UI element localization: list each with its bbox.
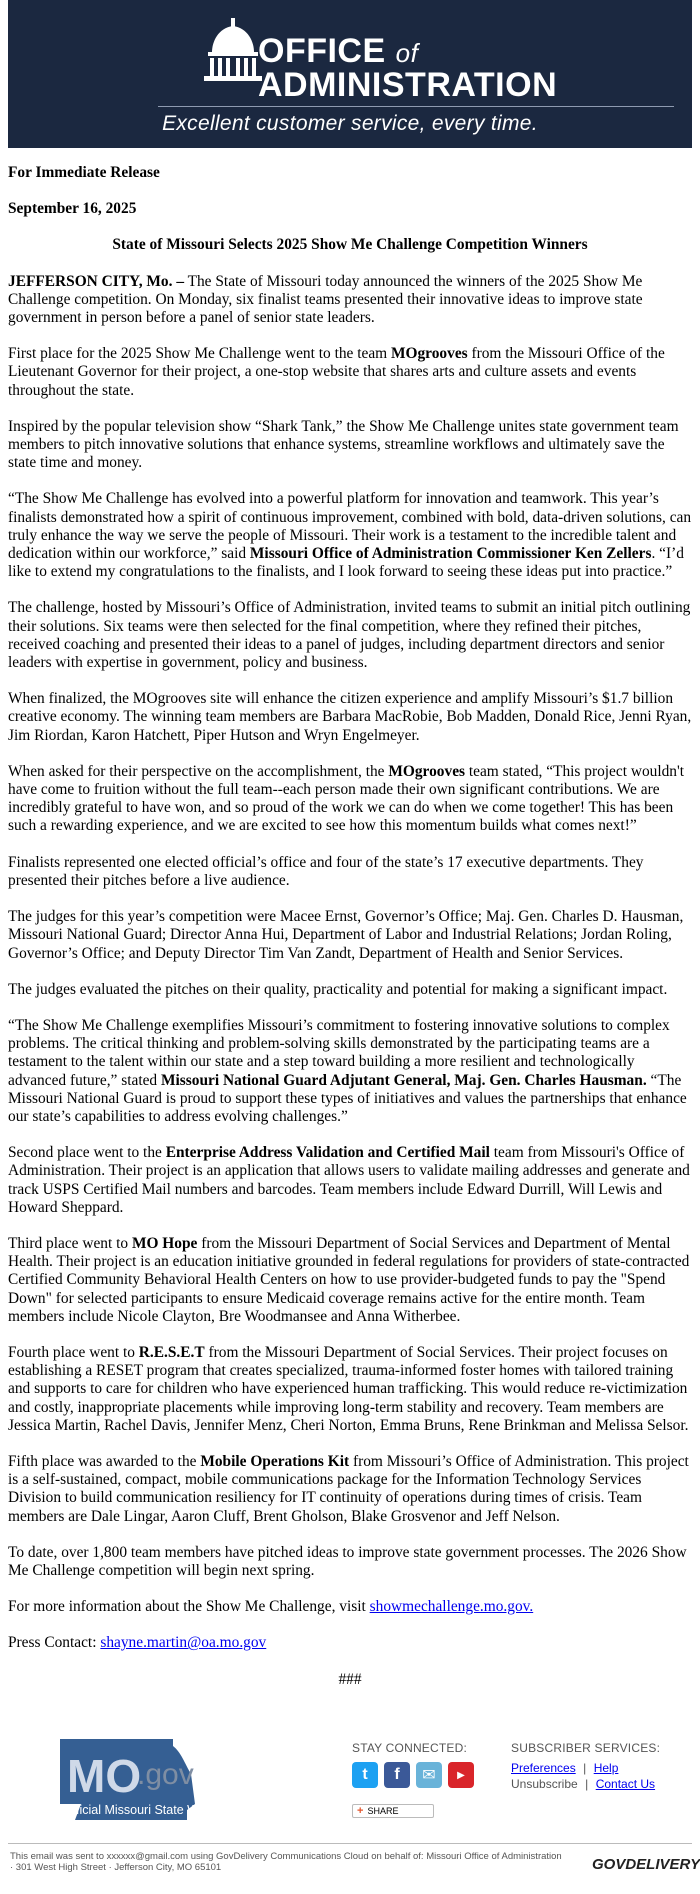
paragraph: Fourth place went to R.E.S.E.T from the Missouri Department of Social Services. Their project focuses on establishing a RESET program that creates specialized, trauma-informed foster homes with tailored training and supports to care for children who have experienced human trafficking. This would reduce re-victimization and costly, inappropriate placements while improving long-term stability and recovery. Team members are Jessica Martin, Rachel Davis, Jennifer Menz, Cheri Norton, Emma Bruns, Rene Brinkman and Melissa Selsor. [8, 1343, 689, 1434]
paragraph: The judges evaluated the pitches on their quality, practicality and potential for making a significant impact. [8, 980, 668, 998]
logo-mo-text: MO [67, 1750, 142, 1802]
paragraph: Third place went to MO Hope from the Missouri Department of Social Services and Department of Mental Health. Their project is an education initiative grounded in federal regulations for providers of state-contracted Certified Community Behavioral Health Centers on how to use provider-budgeted funds to pay the "Spend Down" for selected participants to ensure Medicaid coverage remains active for the entire month. Team members include Nicole Clayton, Bre Woodmansee and Anna Witherbee. [8, 1234, 690, 1325]
share-button[interactable] [352, 1804, 434, 1818]
showmechallenge-link[interactable]: showmechallenge.mo.gov. [369, 1598, 534, 1616]
paragraph: “The Show Me Challenge has evolved into a powerful platform for innovation and teamwork. This year’s finalists demonstrated how a spirit of continuous improvement, combined with bold, data-driven solutions, can truly enhance the way we serve the people of Missouri. Their work is a testament to the incredible talent and dedication within our workforce,” said Missouri Office of Administration Commissioner Ken Zellers. “I’d like to extend my congratulations to the finalists, and I look forward to seeing these ideas put into practice.” [8, 490, 692, 581]
paragraph: Inspired by the popular television show “Shark Tank,” the Show Me Challenge unites state government team members to pitch innovative solutions that enhance systems, streamline workflows and ultimately save the state time and money. [8, 417, 679, 472]
administration-title: ADMINISTRATION [258, 66, 558, 104]
facebook-icon[interactable]: f [384, 1762, 410, 1788]
youtube-icon[interactable]: ▶ [448, 1762, 474, 1788]
press-release-body [8, 164, 692, 1707]
preferences-link[interactable]: Preferences [511, 1761, 576, 1775]
office-title: OFFICE of [258, 32, 419, 70]
paragraph: To date, over 1,800 team members have pitched ideas to improve state government processes. The 2026 Show Me Challenge competition will begin next spring. [8, 1543, 687, 1579]
share-label: SHARE [367, 1806, 399, 1816]
paragraph: The judges for this year’s competition were Macee Ernst, Governor’s Office; Maj. Gen. Charles D. Hausman, Missouri National Guard; Director Anna Hui, Department of Labor and Industrial Relations; Jordan Roling, Governor’s Office; and Deputy Director Tim Van Zandt, Department of Health and Senior Services. [8, 908, 684, 962]
contact-us-link[interactable]: Contact Us [595, 1777, 656, 1791]
govdelivery-logo[interactable]: GOVDELIVERY [592, 1856, 700, 1873]
stay-connected-label: STAY CONNECTED: [352, 1741, 468, 1755]
subscriber-links: Preferences | Help Unsubscribe | Contact Us [511, 1761, 656, 1791]
twitter-icon[interactable]: t [352, 1762, 378, 1788]
mo-gov-logo[interactable] [55, 1734, 275, 1824]
social-icons [352, 1762, 474, 1788]
press-contact-email-link[interactable]: shayne.martin@oa.mo.gov [100, 1634, 267, 1652]
paragraph: For more information about the Show Me Challenge, visit showmechallenge.mo.gov. [8, 1598, 534, 1616]
paragraph: JEFFERSON CITY, Mo. – The State of Missouri today announced the winners of the 2025 Show Me Challenge competition. On Monday, six finalist teams presented their innovative ideas to improve state government in person before a panel of senior state leaders. [8, 272, 643, 327]
release-date: September 16, 2025 [8, 200, 137, 218]
header-banner [8, 0, 692, 148]
end-mark: ### [338, 1670, 362, 1688]
paragraph: The challenge, hosted by Missouri’s Office of Administration, invited teams to submit an initial pitch outlining their solutions. Six teams were then selected for the final competition, where they refined their pitches, received coaching and presented their ideas to a panel of judges, including department directors and senior leaders with expertise in government, policy and business. [8, 599, 691, 672]
help-link[interactable]: Help [593, 1761, 619, 1775]
paragraph: When asked for their perspective on the accomplishment, the MOgrooves team stated, “This project wouldn't have come to fruition without the full team--each person made their own significant contributions. We are incredibly grateful to have won, and so proud of the work we can do when we come together! This has been such a rewarding experience, and we are excited to see how this momentum builds what comes next!” [8, 762, 685, 835]
paragraph: Fifth place was awarded to the Mobile Operations Kit from Missouri’s Office of Administration. This project is a self-sustained, compact, mobile communications package for the Information Technology Services Division to build communication resiliency for IT continuity of operations during times of crisis. Team members are Dale Lingar, Aaron Cluff, Brent Gholson, Blake Grosvenor and Jeff Nelson. [8, 1452, 689, 1525]
email-footer-note: This email was sent to xxxxxx@gmail.com using GovDelivery Communications Cloud on behalf of: Missouri Office of Administration · 301 West High Street · Jefferson City, MO 65101 [10, 1851, 562, 1873]
share-plus-icon: + [357, 1805, 364, 1817]
paragraph: Press Contact: shayne.martin@oa.mo.gov [8, 1634, 267, 1652]
footer [0, 1728, 700, 1848]
paragraph: Finalists represented one elected official’s office and four of the state’s 17 executive departments. They presented their pitches before a live audience. [8, 853, 644, 889]
tagline: Excellent customer service, every time. [162, 112, 538, 135]
subscriber-services-label: SUBSCRIBER SERVICES: [511, 1741, 661, 1755]
logo-caption: Official Missouri State Website [63, 1803, 233, 1817]
unsubscribe-link[interactable]: Unsubscribe [511, 1777, 578, 1791]
paragraph: First place for the 2025 Show Me Challenge went to the team MOgrooves from the Missouri Office of the Lieutenant Governor for their project, a one-stop website that shares arts and culture assets and events throughout the state. [8, 345, 665, 399]
release-label: For Immediate Release [8, 164, 160, 181]
paragraph: “The Show Me Challenge exemplifies Missouri’s commitment to fostering innovative solutions to complex problems. The critical thinking and problem-solving skills demonstrated by the participating teams are a testament to the talent within our state and a step toward building a more resilient and technologically advanced future,” stated Missouri National Guard Adjutant General, Maj. Gen. Charles Hausman. “The Missouri National Guard is proud to support these types of initiatives and values the partnerships that enhance our state’s capabilities to address evolving challenges.” [8, 1016, 687, 1125]
headline: State of Missouri Selects 2025 Show Me Challenge Competition Winners [112, 236, 588, 254]
paragraph: Second place went to the Enterprise Address Validation and Certified Mail team from Missouri's Office of Administration. Their project is an application that allows users to validate mailing addresses and generate and track USPS Certified Mail numbers and barcodes. Team members include Edward Durrill, Will Lewis and Howard Sheppard. [8, 1144, 690, 1216]
email-icon[interactable]: ✉ [416, 1762, 442, 1788]
paragraph: When finalized, the MOgrooves site will enhance the citizen experience and amplify Missouri’s $1.7 billion creative economy. The winning team members are Barbara MacRobie, Bob Madden, Donald Rice, Jenni Ryan, Jim Riordan, Karon Hatchett, Piper Hutson and Wryn Engelmeyer. [8, 690, 692, 744]
logo-gov-text: .gov [137, 1758, 194, 1791]
footer-divider [8, 1843, 692, 1844]
header-divider [158, 106, 674, 107]
